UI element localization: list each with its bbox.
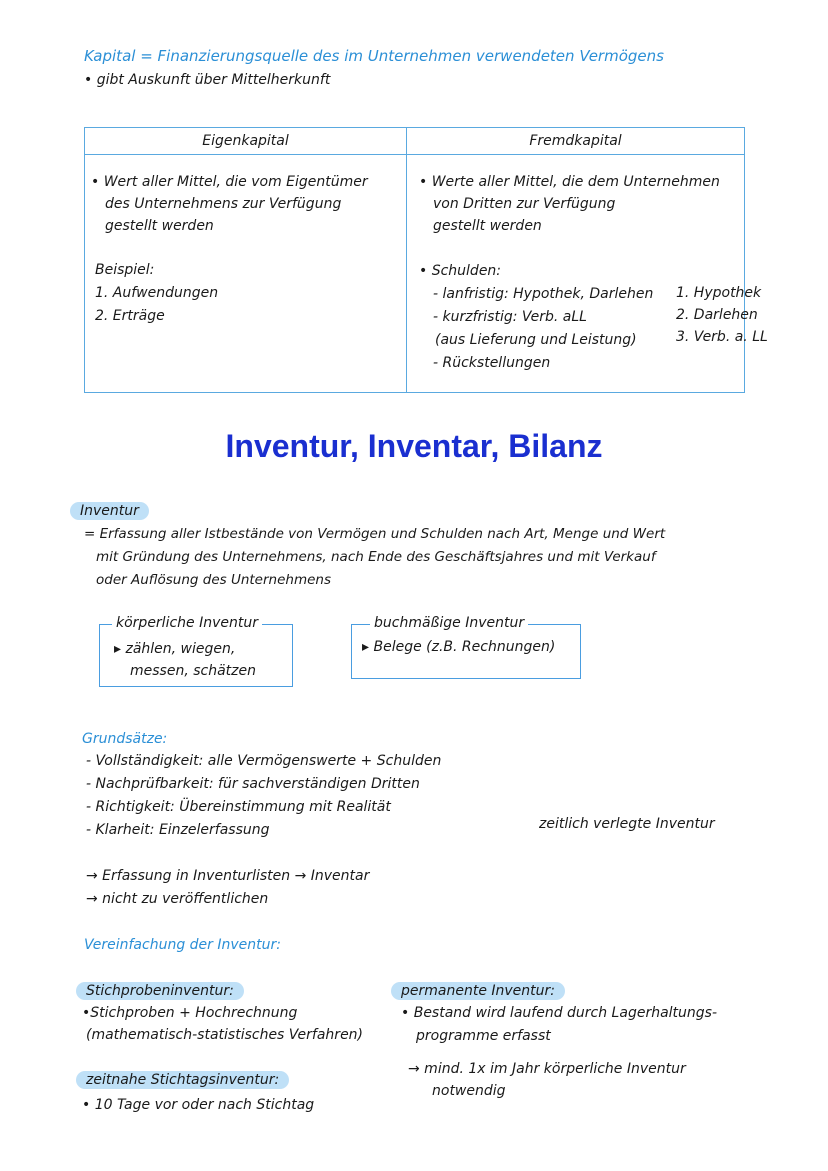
stichproben-line-1: •Stichproben + Hochrechnung	[82, 1005, 298, 1021]
grundsatz-3: - Richtigkeit: Übereinstimmung mit Realität	[86, 799, 391, 815]
table-divider	[406, 128, 407, 392]
kapital-definition: Kapital = Finanzierungsquelle des im Unternehmen verwendeten Vermögens	[84, 47, 664, 65]
grundsaetze-label: Grundsätze:	[82, 731, 168, 747]
permanent-arrow-line-1: → mind. 1x im Jahr körperliche Inventur	[408, 1061, 686, 1077]
grundsatz-4: - Klarheit: Einzelerfassung	[86, 822, 270, 838]
page-title: Inventur, Inventar, Bilanz	[225, 428, 603, 464]
permanent-line-1: • Bestand wird laufend durch Lagerhaltungs-	[401, 1005, 718, 1021]
grundsatz-2: - Nachprüfbarkeit: für sachverständigen Dritten	[86, 776, 420, 792]
inventur-line-3: oder Auflösung des Unternehmens	[96, 572, 332, 588]
eigen-line-3: gestellt werden	[105, 218, 214, 234]
schulden-item-2: - kurzfristig: Verb. aLL	[433, 309, 587, 325]
fremd-schulden: • Schulden:	[419, 263, 502, 279]
eigen-beispiel: Beispiel:	[95, 262, 155, 278]
kapital-table	[84, 127, 745, 393]
inventur-line-1: = Erfassung aller Istbestände von Vermögen und Schulden nach Art, Menge und Wert	[84, 526, 666, 542]
koerperliche-inventur-box	[99, 615, 293, 687]
fremd-line-2: von Dritten zur Verfügung	[433, 196, 616, 212]
buchmaessig-line: ▸ Belege (z.B. Rechnungen)	[362, 639, 556, 655]
vereinfachung-label: Vereinfachung der Inventur:	[84, 937, 281, 953]
zeitnah-line: • 10 Tage vor oder nach Stichtag	[82, 1097, 315, 1113]
fremdkapital-header: Fremdkapital	[407, 128, 744, 155]
schulden-item-1: - lanfristig: Hypothek, Darlehen	[433, 286, 654, 302]
koerperlich-line-1: ▸ zählen, wiegen,	[114, 641, 236, 657]
buchmaessige-inventur-box	[351, 615, 581, 679]
arrow-line-2: → nicht zu veröffentlichen	[86, 891, 269, 907]
permanent-arrow-line-2: notwendig	[432, 1083, 506, 1099]
fremd-line-3: gestellt werden	[433, 218, 542, 234]
inventur-label: Inventur	[70, 502, 149, 520]
eigen-line-2: des Unternehmens zur Verfügung	[105, 196, 342, 212]
schulden-item-4: - Rückstellungen	[433, 355, 551, 371]
kapital-bullet: • gibt Auskunft über Mittelherkunft	[84, 72, 331, 88]
inventur-line-2: mit Gründung des Unternehmens, nach Ende des Geschäftsjahres und mit Verkauf	[96, 549, 656, 565]
permanente-inventur-label: permanente Inventur:	[391, 982, 565, 1000]
koerperlich-line-2: messen, schätzen	[130, 663, 256, 679]
stichproben-label: Stichprobeninventur:	[76, 982, 244, 1000]
eigenkapital-header: Eigenkapital	[85, 128, 406, 155]
fremd-line-1: • Werte aller Mittel, die dem Unternehmen	[419, 174, 720, 190]
zeitlich-verlegte-inventur: zeitlich verlegte Inventur	[539, 816, 715, 832]
eigen-example-2: 2. Erträge	[95, 308, 165, 324]
eigen-example-1: 1. Aufwendungen	[95, 285, 219, 301]
side-list-3: 3. Verb. a. LL	[676, 329, 768, 345]
grundsatz-1: - Vollständigkeit: alle Vermögenswerte + Schulden	[86, 753, 442, 769]
schulden-item-3: (aus Lieferung und Leistung)	[435, 332, 637, 348]
stichproben-line-2: (mathematisch-statistisches Verfahren)	[86, 1027, 364, 1043]
zeitnahe-stichtagsinventur-label: zeitnahe Stichtagsinventur:	[76, 1071, 289, 1089]
koerperliche-inventur-label: körperliche Inventur	[112, 615, 262, 631]
side-list-2: 2. Darlehen	[676, 307, 758, 323]
buchmaessige-inventur-label: buchmäßige Inventur	[370, 615, 528, 631]
arrow-line-1: → Erfassung in Inventurlisten → Inventar	[86, 868, 370, 884]
permanent-line-2: programme erfasst	[416, 1028, 551, 1044]
eigen-line-1: • Wert aller Mittel, die vom Eigentümer	[91, 174, 368, 190]
side-list-1: 1. Hypothek	[676, 285, 762, 301]
